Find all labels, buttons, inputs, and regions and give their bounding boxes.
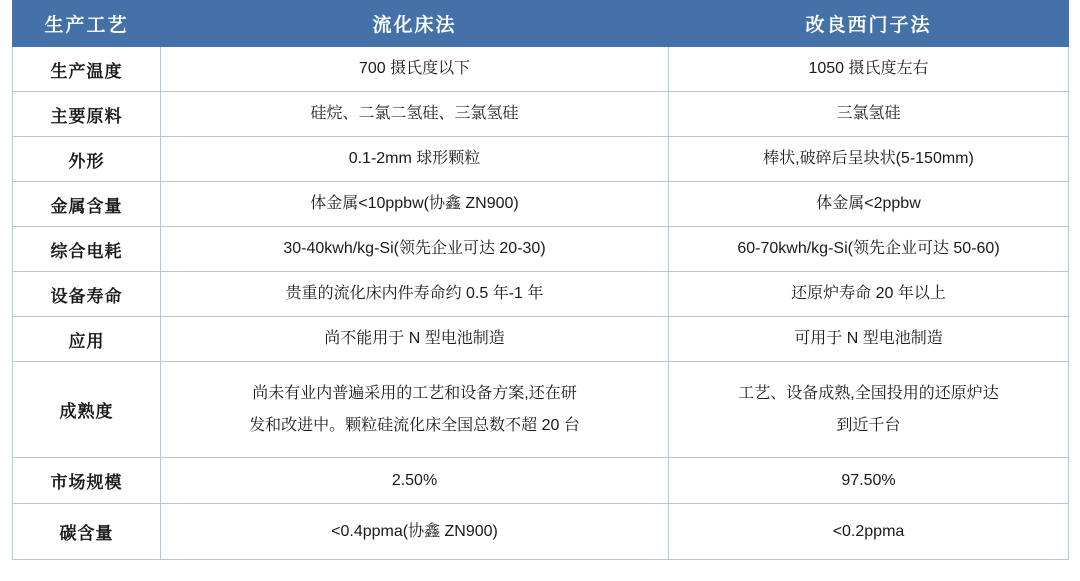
cell-shape-siemens: 棒状,破碎后呈块状(5-150mm) [669,137,1069,182]
table-row [13,182,1069,227]
cell-carbon-content-siemens: <0.2ppma [669,504,1069,560]
cell-raw-material-fluidized: 硅烷、二氯二氢硅、三氯氢硅 [161,92,669,137]
row-label-application: 应用 [13,317,161,362]
header-fluidized-bed: 流化床法 [161,1,669,47]
table-header-row [13,1,1069,47]
cell-equipment-life-fluidized: 贵重的流化床内件寿命约 0.5 年-1 年 [161,272,669,317]
row-label-carbon-content: 碳含量 [13,504,161,560]
table-row [13,458,1069,504]
cell-shape-fluidized: 0.1-2mm 球形颗粒 [161,137,669,182]
cell-power-consumption-siemens: 60-70kwh/kg-Si(领先企业可达 50-60) [669,227,1069,272]
header-modified-siemens: 改良西门子法 [669,1,1069,47]
cell-maturity-siemens-line1: 工艺、设备成熟,全国投用的还原炉达 [738,384,999,402]
table-row [13,47,1069,92]
cell-metal-content-fluidized: 体金属<10ppbw(协鑫 ZN900) [161,182,669,227]
cell-equipment-life-siemens: 还原炉寿命 20 年以上 [669,272,1069,317]
cell-application-fluidized: 尚不能用于 N 型电池制造 [161,317,669,362]
row-label-maturity: 成熟度 [13,362,161,458]
cell-maturity-siemens-line2: 到近千台 [836,416,901,434]
cell-temperature-siemens: 1050 摄氏度左右 [669,47,1069,92]
table-header [13,1,1069,47]
row-label-temperature: 生产温度 [13,47,161,92]
row-label-raw-material: 主要原料 [13,92,161,137]
row-label-power-consumption: 综合电耗 [13,227,161,272]
table-row [13,227,1069,272]
cell-raw-material-siemens: 三氯氢硅 [669,92,1069,137]
row-label-equipment-life: 设备寿命 [13,272,161,317]
cell-temperature-fluidized: 700 摄氏度以下 [161,47,669,92]
table-row [13,272,1069,317]
row-label-metal-content: 金属含量 [13,182,161,227]
cell-market-size-siemens: 97.50% [669,458,1069,504]
cell-power-consumption-fluidized: 30-40kwh/kg-Si(领先企业可达 20-30) [161,227,669,272]
row-label-market-size: 市场规模 [13,458,161,504]
table-row [13,504,1069,560]
cell-market-size-fluidized: 2.50% [161,458,669,504]
table-row [13,317,1069,362]
table-row [13,362,1069,458]
row-label-shape: 外形 [13,137,161,182]
cell-metal-content-siemens: 体金属<2ppbw [669,182,1069,227]
cell-maturity-fluidized-line1: 尚未有业内普遍采用的工艺和设备方案,还在研 [252,384,577,402]
cell-application-siemens: 可用于 N 型电池制造 [669,317,1069,362]
table-row [13,137,1069,182]
header-process: 生产工艺 [13,1,161,47]
cell-carbon-content-fluidized: <0.4ppma(协鑫 ZN900) [161,504,669,560]
cell-maturity-fluidized-line2: 发和改进中。颗粒硅流化床全国总数不超 20 台 [249,416,580,434]
cell-maturity-siemens [669,362,1069,458]
cell-maturity-fluidized [161,362,669,458]
process-comparison-table [12,0,1069,560]
table-row [13,92,1069,137]
table-body [13,47,1069,560]
